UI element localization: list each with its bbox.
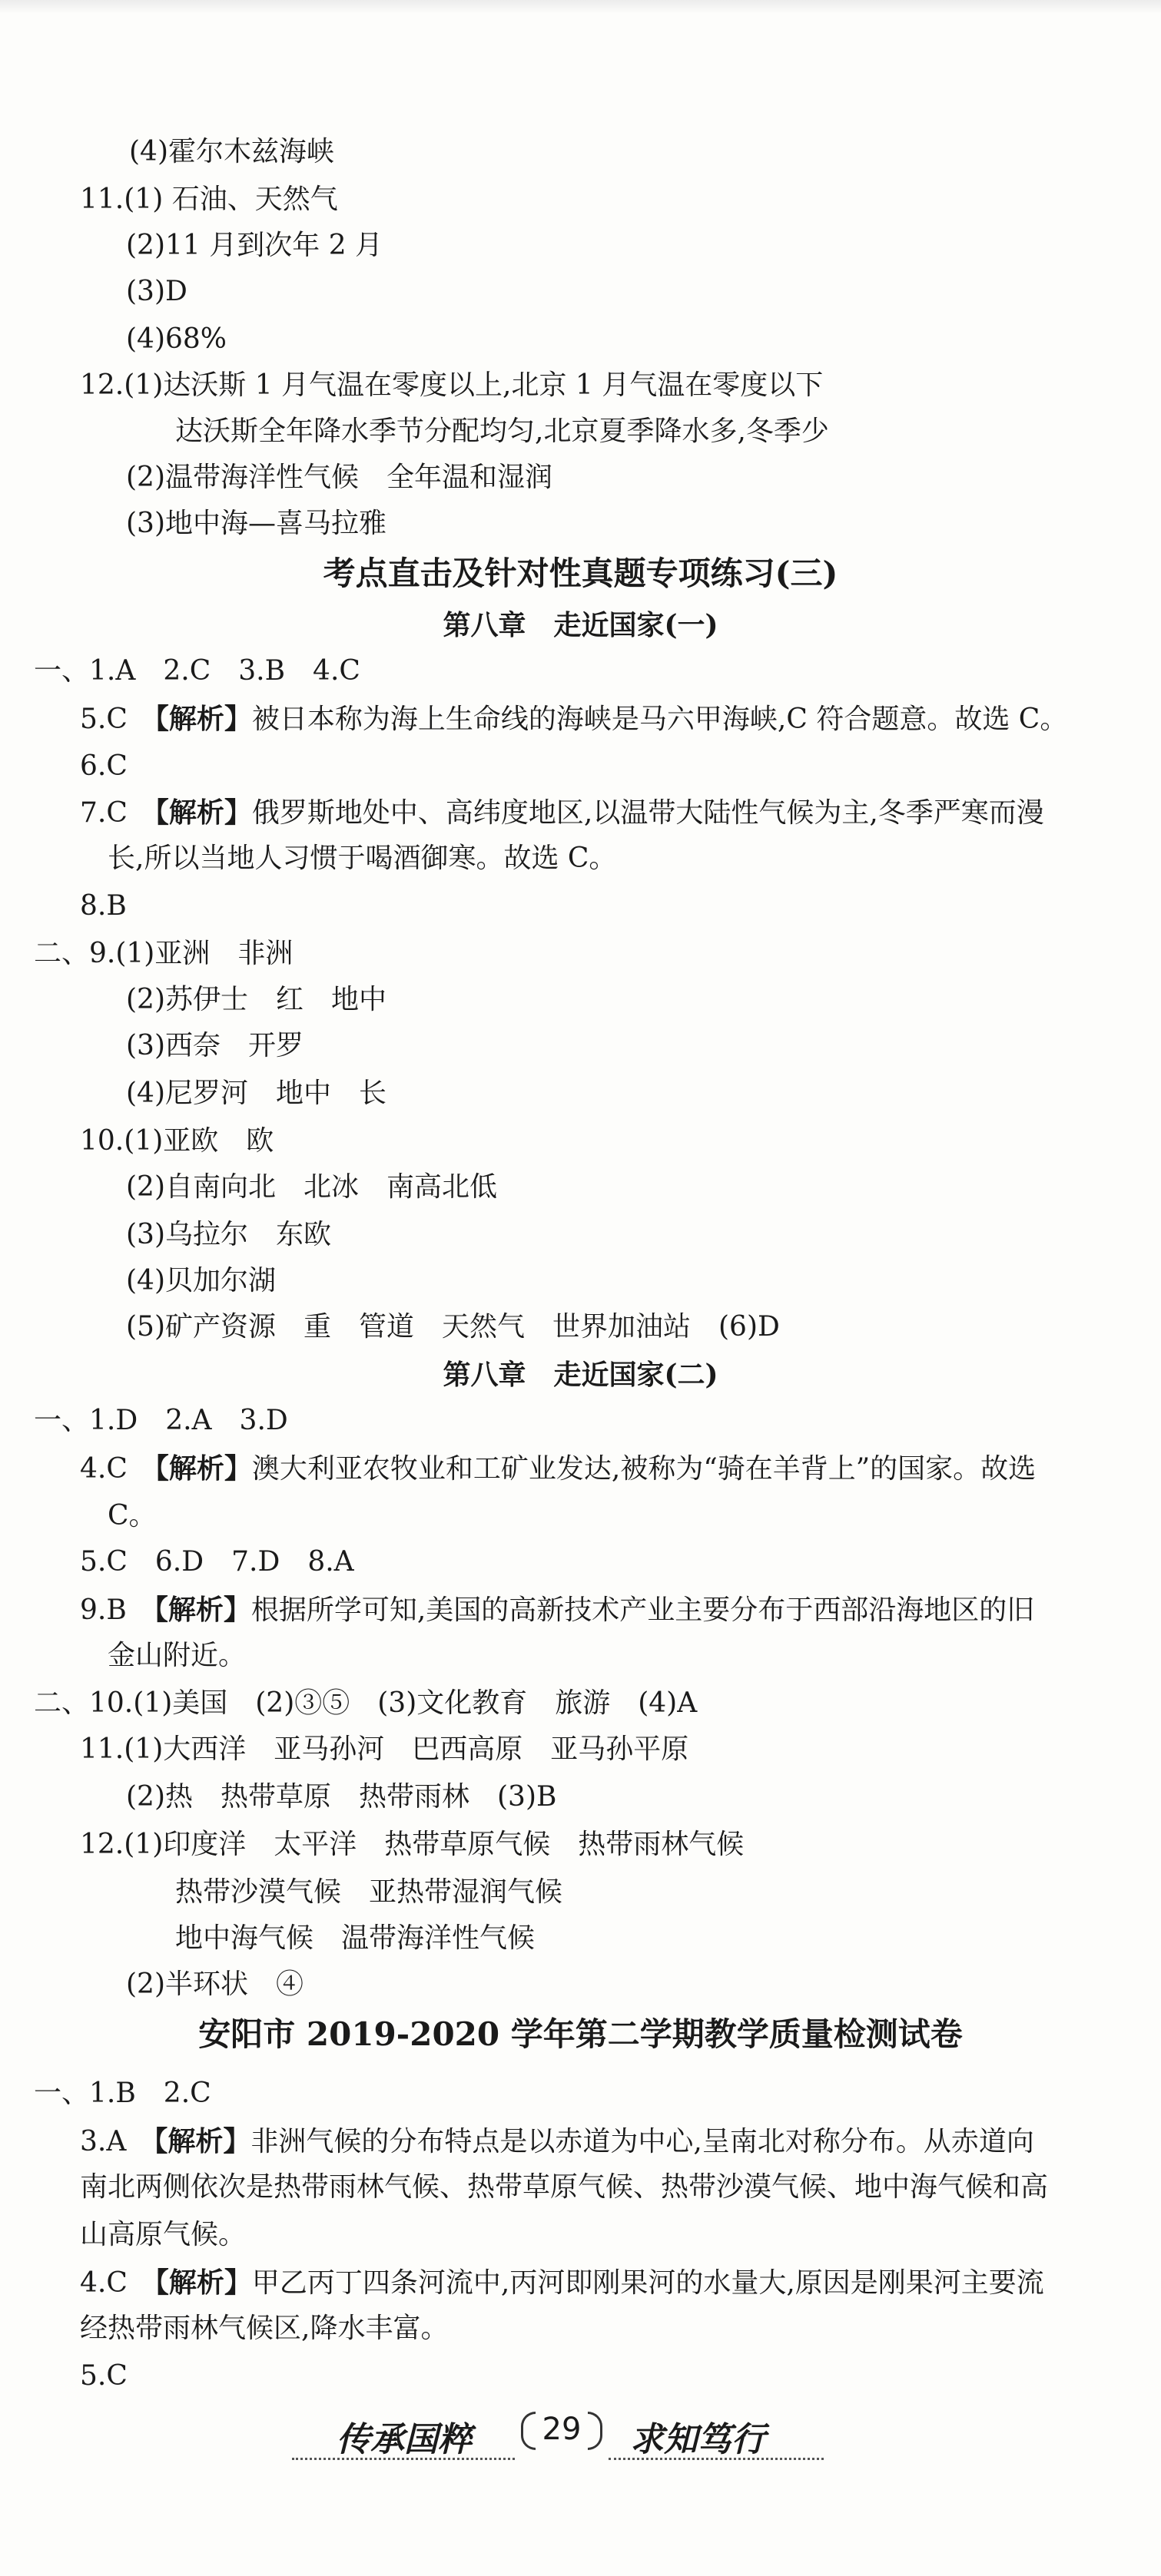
answer-line: 7.C 【解析】俄罗斯地处中、高纬度地区,以温带大陆性气候为主,冬季严寒而漫 — [80, 796, 1044, 829]
answer-line: 南北两侧依次是热带雨林气候、热带草原气候、热带沙漠气候、地中海气候和高 — [80, 2171, 1049, 2203]
answer-line: (4)霍尔木兹海峡 — [129, 136, 334, 167]
page-number: 29 — [519, 2402, 604, 2456]
answer-line: 二、9.(1)亚洲 非洲 — [34, 938, 294, 969]
answer-line: (3)D — [126, 276, 187, 307]
answer-line: 热带沙漠气候 亚热带湿润气候 — [175, 1876, 563, 1908]
answer-line: (5)矿产资源 重 管道 天然气 世界加油站 (6)D — [126, 1311, 780, 1343]
answer-line: 一、1.B 2.C — [34, 2078, 211, 2109]
answer-line: 地中海气候 温带海洋性气候 — [175, 1922, 536, 1954]
answer-line: 二、10.(1)美国 (2)③⑤ (3)文化教育 旅游 (4)A — [34, 1687, 698, 1719]
answer-line: (3)乌拉尔 东欧 — [126, 1219, 331, 1250]
answer-line: 一、1.D 2.A 3.D — [34, 1405, 288, 1436]
answer-line: 达沃斯全年降水季节分配均匀,北京夏季降水多,冬季少 — [175, 416, 829, 447]
answer-line: (2)温带海洋性气候 全年温和湿润 — [126, 462, 552, 493]
footer-divider-right — [609, 2458, 824, 2460]
answer-line: (4)贝加尔湖 — [126, 1265, 276, 1296]
answer-line: (2)11 月到次年 2 月 — [126, 230, 383, 261]
answer-line: (2)自南向北 北冰 南高北低 — [126, 1171, 497, 1203]
answer-line: 山高原气候。 — [80, 2219, 247, 2250]
scan-edge — [0, 0, 1161, 14]
chapter-title: 第八章 走近国家(二) — [443, 1359, 718, 1391]
answer-line: 3.A 【解析】非洲气候的分布特点是以赤道为中心,呈南北对称分布。从赤道向 — [80, 2125, 1034, 2157]
answer-line: 12.(1)达沃斯 1 月气温在零度以上,北京 1 月气温在零度以下 — [80, 369, 824, 401]
answer-line: 5.C — [80, 2360, 128, 2392]
section-title: 考点直击及针对性真题专项练习(三) — [323, 555, 838, 592]
answer-line: 4.C 【解析】甲乙丙丁四条河流中,丙河即刚果河的水量大,原因是刚果河主要流 — [80, 2266, 1044, 2299]
answer-line: 金山附近。 — [108, 1640, 247, 1671]
footer-slogan-left: 传承国粹 — [337, 2420, 472, 2459]
answer-line: (4)68% — [126, 323, 227, 355]
answer-line: 11.(1)大西洋 亚马孙河 巴西高原 亚马孙平原 — [80, 1733, 689, 1765]
chapter-title: 第八章 走近国家(一) — [443, 609, 718, 641]
answer-line: 5.C 【解析】被日本称为海上生命线的海峡是马六甲海峡,C 符合题意。故选 C。 — [80, 703, 1068, 735]
answer-line: 10.(1)亚欧 欧 — [80, 1125, 274, 1157]
answer-line: (4)尼罗河 地中 长 — [126, 1078, 386, 1109]
answer-line: C。 — [108, 1500, 157, 1531]
answer-line: (2)半环状 ④ — [126, 1968, 304, 2000]
answer-line: 4.C 【解析】澳大利亚农牧业和工矿业发达,被称为“骑在羊背上”的国家。故选 — [80, 1452, 1037, 1485]
answer-line: 一、1.A 2.C 3.B 4.C — [34, 655, 360, 687]
answer-line: (2)热 热带草原 热带雨林 (3)B — [126, 1781, 557, 1813]
answer-line: 11.(1) 石油、天然气 — [80, 184, 338, 215]
answer-line: (3)西奈 开罗 — [126, 1030, 304, 1061]
answer-line: (2)苏伊士 红 地中 — [126, 984, 386, 1015]
answer-line: 9.B 【解析】根据所学可知,美国的高新技术产业主要分布于西部沿海地区的旧 — [80, 1594, 1035, 1626]
footer-slogan-right: 求知笃行 — [630, 2420, 765, 2459]
answer-line: 5.C 6.D 7.D 8.A — [80, 1546, 354, 1578]
answer-line: 长,所以当地人习惯于喝酒御寒。故选 C。 — [108, 843, 617, 874]
answer-line: (3)地中海—喜马拉雅 — [126, 508, 386, 539]
page-footer — [292, 2402, 845, 2464]
answer-line: 12.(1)印度洋 太平洋 热带草原气候 热带雨林气候 — [80, 1829, 745, 1860]
answer-line: 经热带雨林气候区,降水丰富。 — [80, 2313, 449, 2344]
answer-line: 6.C — [80, 750, 128, 782]
section-title: 安阳市 2019-2020 学年第二学期教学质量检测试卷 — [198, 2015, 963, 2053]
answer-line: 8.B — [80, 890, 127, 922]
